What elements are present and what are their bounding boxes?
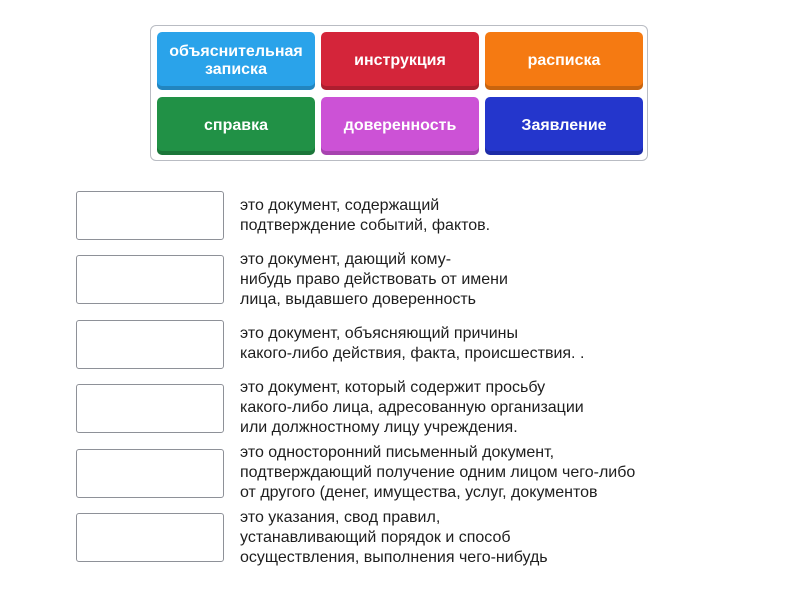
definition-text [240, 324, 584, 364]
definition-line: подтверждающий получение одним лицом чего-либо [240, 464, 636, 481]
tile-power-of-attorney[interactable] [321, 97, 479, 155]
definition-text [240, 196, 490, 236]
definition-line: это документ, дающий кому- [240, 251, 452, 268]
tile-label: Заявление [521, 117, 607, 134]
definition-text [240, 250, 508, 310]
definition-line: осуществления, выполнения чего-нибудь [240, 549, 548, 566]
tile-label [169, 43, 302, 79]
tile-explanatory-note[interactable] [157, 32, 315, 90]
drop-slot[interactable] [76, 255, 224, 304]
drop-slot[interactable] [76, 449, 224, 498]
drop-slot[interactable] [76, 191, 224, 240]
answer-tile-tray [150, 25, 648, 161]
drop-slot[interactable] [76, 513, 224, 562]
definition-text [240, 443, 635, 503]
tile-application[interactable] [485, 97, 643, 155]
definition-line: или должностному лицу учреждения. [240, 419, 518, 436]
definition-line: это указания, свод правил, [240, 509, 441, 526]
definition-line: это документ, содержащий [240, 197, 440, 214]
tile-receipt[interactable] [485, 32, 643, 90]
tile-label-line: объяснительная [169, 43, 303, 60]
tile-label: расписка [527, 52, 601, 69]
drop-slot[interactable] [76, 320, 224, 369]
definition-line: это документ, объясняющий причины [240, 325, 519, 342]
definition-line: это односторонний письменный документ, [240, 444, 555, 461]
tile-label: доверенность [343, 117, 457, 134]
tile-label-line: записка [205, 61, 267, 78]
definition-line: это документ, который содержит просьбу [240, 379, 546, 396]
definition-text [240, 378, 584, 438]
definition-line: от другого (денег, имущества, услуг, документов [240, 484, 598, 501]
drop-slot[interactable] [76, 384, 224, 433]
definition-line: какого-либо лица, адресованную организации [240, 399, 584, 416]
definition-line: какого-либо действия, факта, происшествия. . [240, 345, 585, 362]
definition-line: лица, выдавшего доверенность [240, 291, 477, 308]
definition-line: нибудь право действовать от имени [240, 271, 508, 288]
tile-label: справка [204, 117, 268, 134]
definition-line: устанавливающий порядок и способ [240, 529, 511, 546]
definition-line: подтверждение событий, фактов. [240, 217, 491, 234]
definition-text [240, 508, 548, 568]
tile-certificate[interactable] [157, 97, 315, 155]
tile-instruction[interactable] [321, 32, 479, 90]
tile-label: инструкция [354, 52, 446, 69]
